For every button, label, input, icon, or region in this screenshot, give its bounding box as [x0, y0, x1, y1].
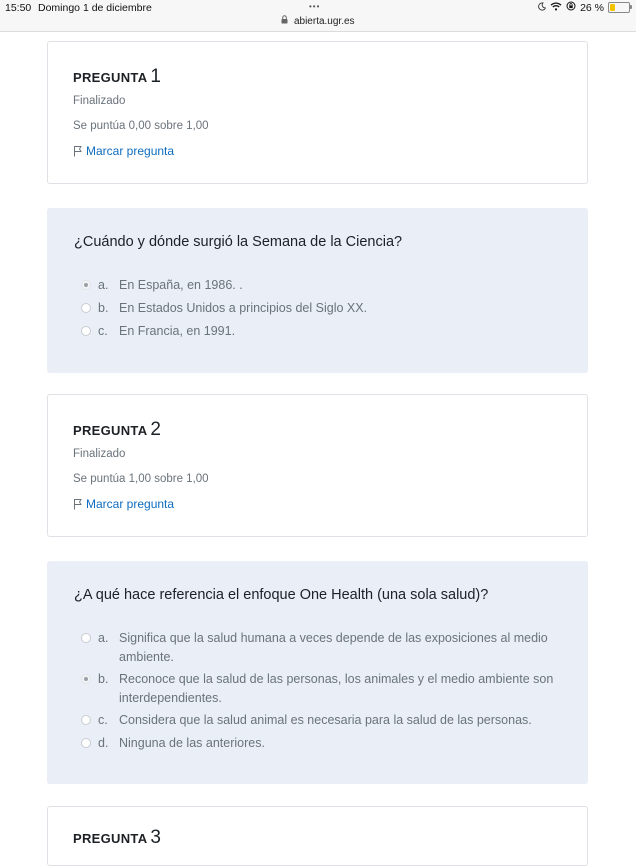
radio-button[interactable] [81, 738, 91, 748]
radio-button[interactable] [81, 715, 91, 725]
question-text: ¿Cuándo y dónde surgió la Semana de la Ciencia? [74, 234, 403, 250]
question-2-info [47, 394, 588, 537]
question-title [73, 419, 161, 441]
answer-letter: d. [98, 736, 109, 750]
question-title [73, 827, 161, 849]
answer-text: Considera que la salud animal es necesaria para la salud de las personas. [119, 713, 532, 727]
answer-text: En Estados Unidos a principios del Siglo XX. [119, 301, 368, 315]
radio-button[interactable] [81, 326, 91, 336]
address-bar[interactable] [0, 15, 636, 27]
answer-letter: b. [98, 672, 109, 686]
question-state: Finalizado [73, 95, 126, 107]
battery-icon [608, 2, 630, 13]
radio-button[interactable] [81, 633, 91, 643]
moon-icon [537, 2, 546, 14]
answer-text: Significa que la salud humana a veces depende de las exposiciones al medio ambiente. [119, 631, 548, 664]
status-time: 15:50 [5, 2, 32, 14]
wifi-icon [550, 2, 562, 14]
answer-letter: a. [98, 278, 109, 292]
question-grade: Se puntúa 1,00 sobre 1,00 [73, 473, 209, 485]
answer-option[interactable] [81, 629, 561, 669]
flag-icon [73, 498, 83, 510]
answer-option[interactable] [81, 670, 561, 710]
rotation-lock-icon [566, 1, 576, 14]
battery-percent: 26 % [580, 1, 604, 14]
question-number: 3 [150, 827, 162, 848]
question-number: 1 [150, 66, 162, 87]
question-label: PREGUNTA [73, 423, 148, 438]
flag-label: Marcar pregunta [86, 144, 175, 158]
answer-letter: b. [98, 301, 109, 315]
answer-letter: a. [98, 631, 109, 645]
status-date: Domingo 1 de diciembre [38, 2, 152, 14]
flag-icon [73, 145, 83, 157]
answer-text: En España, en 1986. . [119, 278, 243, 292]
answer-letter: c. [98, 713, 108, 727]
question-1-content [47, 208, 588, 373]
answer-text: Ninguna de las anteriores. [119, 736, 265, 750]
question-1-info [47, 41, 588, 184]
radio-button[interactable] [81, 303, 91, 313]
multitasking-dots[interactable]: ••• [309, 2, 321, 11]
question-number: 2 [150, 419, 162, 440]
radio-selected[interactable] [81, 280, 91, 290]
question-grade: Se puntúa 0,00 sobre 1,00 [73, 120, 209, 132]
question-label: PREGUNTA [73, 70, 148, 85]
status-bar [0, 0, 636, 32]
question-state: Finalizado [73, 448, 126, 460]
question-title [73, 66, 161, 88]
flag-question-link[interactable] [73, 497, 174, 511]
url-text: abierta.ugr.es [293, 16, 355, 27]
flag-label: Marcar pregunta [86, 497, 175, 511]
radio-selected[interactable] [81, 674, 91, 684]
question-text: ¿A qué hace referencia el enfoque One Health (una sola salud)? [74, 587, 489, 603]
question-3-info [47, 806, 588, 866]
answer-text: En Francia, en 1991. [119, 324, 236, 338]
status-icons [537, 1, 630, 14]
lock-icon [281, 16, 291, 26]
flag-question-link[interactable] [73, 144, 174, 158]
answer-letter: c. [98, 324, 108, 338]
question-2-content [47, 561, 588, 784]
question-label: PREGUNTA [73, 831, 148, 846]
answer-text: Reconoce que la salud de las personas, los animales y el medio ambiente son interdependientes. [119, 672, 554, 705]
